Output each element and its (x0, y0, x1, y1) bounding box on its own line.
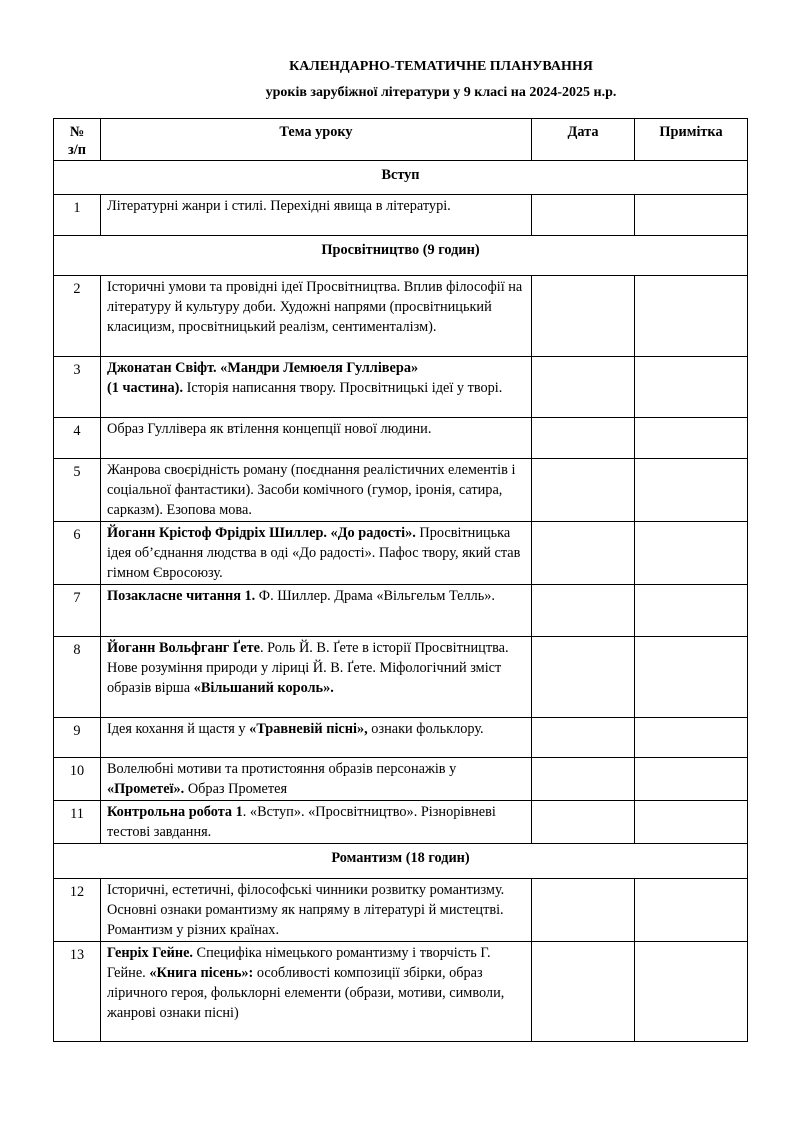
topic-text: Історичні, естетичні, філософські чинники розвитку романтизму. Основні ознаки романтизму як напряму в літературі й мистецтві. Романтизм у різних країнах. (107, 882, 505, 938)
lesson-number: 2 (54, 276, 101, 357)
lesson-row (54, 276, 748, 357)
topic-text: Образ Прометея (184, 781, 288, 797)
number-header-line2: з/п (68, 142, 86, 158)
column-header-topic: Тема уроку (101, 119, 532, 161)
lesson-note-cell[interactable] (635, 758, 748, 801)
lesson-note-cell[interactable] (635, 801, 748, 844)
lesson-topic (101, 418, 532, 459)
lesson-note-cell[interactable] (635, 879, 748, 942)
number-header-line1: № (69, 124, 85, 140)
lesson-date-cell[interactable] (532, 195, 635, 236)
topic-text: Ідея кохання й щастя у (107, 721, 250, 737)
section-title: Вступ (54, 161, 748, 195)
lesson-topic (101, 522, 532, 585)
lesson-note-cell[interactable] (635, 459, 748, 522)
lesson-row (54, 522, 748, 585)
lesson-number: 10 (54, 758, 101, 801)
lesson-row (54, 758, 748, 801)
lesson-number: 11 (54, 801, 101, 844)
lesson-date-cell[interactable] (532, 418, 635, 459)
lesson-number: 13 (54, 942, 101, 1042)
section-row (54, 161, 748, 195)
topic-text-bold: Йоганн Вольфганг Ґете (107, 640, 261, 656)
lesson-date-cell[interactable] (532, 942, 635, 1042)
lesson-row (54, 418, 748, 459)
column-header-number (54, 119, 101, 161)
section-title: Романтизм (18 годин) (54, 844, 748, 879)
topic-text: ознаки фольклору. (367, 721, 484, 737)
lesson-topic (101, 879, 532, 942)
topic-text: Жанрова своєрідність роману (поєднання реалістичних елементів і соціальної фантастики). Засоби комічного (гумор, іронія, сатира, сарказм). Езопова мова. (107, 462, 516, 518)
topic-text: Ф. Шиллер. Драма «Вільгельм Телль». (255, 588, 496, 604)
lesson-topic (101, 637, 532, 718)
topic-text-bold: (1 частина). (107, 380, 184, 396)
topic-text-bold: Генріх Гейне. (107, 945, 193, 961)
lesson-topic (101, 758, 532, 801)
lesson-topic (101, 801, 532, 844)
lesson-number: 7 (54, 585, 101, 637)
topic-text: . Роль Й. В. Ґете в історії Просвітництва. Нове розуміння природи у ліриці Й. В. Ґете. Міфологічний зміст образів вірша (107, 640, 509, 696)
topic-text-bold: Джонатан Свіфт. «Мандри Лемюеля Гуллівера» (107, 360, 419, 376)
lesson-date-cell[interactable] (532, 522, 635, 585)
lesson-note-cell[interactable] (635, 418, 748, 459)
topic-text-bold: Контрольна робота 1 (107, 804, 243, 820)
topic-text-bold: Йоганн Крістоф Фрідріх Шиллер. «До радості». (107, 525, 416, 541)
page-subtitle: уроків зарубіжної літератури у 9 класі на 2024-2025 н.р. (265, 85, 617, 100)
topic-text-bold: «Книга пісень»: (149, 965, 254, 981)
lesson-row (54, 357, 748, 418)
lesson-note-cell[interactable] (635, 637, 748, 718)
lesson-note-cell[interactable] (635, 942, 748, 1042)
lesson-row (54, 801, 748, 844)
topic-text: Історичні умови та провідні ідеї Просвітництва. Вплив філософії на літературу й культуру доби. Художні напрями (просвітницький класицизм, просвітницький реалізм, сентименталізм). (107, 279, 523, 335)
lesson-row (54, 879, 748, 942)
section-row (54, 236, 748, 276)
lesson-number: 6 (54, 522, 101, 585)
lesson-number: 5 (54, 459, 101, 522)
lesson-note-cell[interactable] (635, 276, 748, 357)
lesson-topic (101, 942, 532, 1042)
lesson-date-cell[interactable] (532, 758, 635, 801)
topic-text: особливості композиції збірки, образ ліричного героя, фольклорні елементи (образи, мотиви, символи, жанрові ознаки пісні) (107, 965, 505, 1021)
lesson-row (54, 942, 748, 1042)
lesson-date-cell[interactable] (532, 879, 635, 942)
topic-text-bold: «Прометеї». (107, 781, 185, 797)
lesson-row (54, 718, 748, 758)
page-title: КАЛЕНДАРНО-ТЕМАТИЧНЕ ПЛАНУВАННЯ (289, 59, 593, 74)
section-title: Просвітництво (9 годин) (54, 236, 748, 276)
lesson-number: 1 (54, 195, 101, 236)
lesson-date-cell[interactable] (532, 459, 635, 522)
topic-text-bold: «Вільшаний король». (193, 680, 334, 696)
table-header-row (54, 119, 748, 161)
lesson-note-cell[interactable] (635, 195, 748, 236)
lesson-note-cell[interactable] (635, 585, 748, 637)
lesson-number: 12 (54, 879, 101, 942)
lesson-topic (101, 718, 532, 758)
lesson-date-cell[interactable] (532, 801, 635, 844)
topic-text: . «Вступ». «Просвітництво». Різнорівневі тестові завдання. (107, 804, 496, 840)
lesson-note-cell[interactable] (635, 718, 748, 758)
lesson-topic (101, 459, 532, 522)
table-body (54, 161, 748, 1042)
topic-text-bold: «Травневій пісні», (249, 721, 368, 737)
lesson-topic (101, 357, 532, 418)
lesson-row (54, 637, 748, 718)
topic-text: Специфіка німецького романтизму і творчість Г. Гейне. (107, 945, 491, 981)
column-header-note: Примітка (635, 119, 748, 161)
topic-text: Літературні жанри і стилі. Перехідні явища в літературі. (107, 198, 451, 214)
topic-text: Просвітницька ідея об’єднання людства в оді «До радості». Пафос твору, який став гімном Євросоюзу. (107, 525, 521, 581)
lesson-number: 8 (54, 637, 101, 718)
lesson-row (54, 195, 748, 236)
topic-text: Волелюбні мотиви та протистояння образів персонажів у (107, 761, 457, 777)
lesson-number: 9 (54, 718, 101, 758)
planning-table (53, 118, 748, 1042)
lesson-note-cell[interactable] (635, 357, 748, 418)
topic-text-bold: Позакласне читання 1. (107, 588, 256, 604)
lesson-row (54, 585, 748, 637)
topic-text: Історія написання твору. Просвітницькі ідеї у творі. (183, 380, 503, 396)
lesson-date-cell[interactable] (532, 585, 635, 637)
lesson-date-cell[interactable] (532, 276, 635, 357)
lesson-topic (101, 276, 532, 357)
column-header-date: Дата (532, 119, 635, 161)
lesson-date-cell[interactable] (532, 637, 635, 718)
lesson-row (54, 459, 748, 522)
lesson-topic (101, 195, 532, 236)
section-row (54, 844, 748, 879)
lesson-number: 4 (54, 418, 101, 459)
topic-text: Образ Гуллівера як втілення концепції нової людини. (107, 421, 432, 437)
lesson-topic (101, 585, 532, 637)
lesson-number: 3 (54, 357, 101, 418)
lesson-note-cell[interactable] (635, 522, 748, 585)
lesson-date-cell[interactable] (532, 718, 635, 758)
lesson-date-cell[interactable] (532, 357, 635, 418)
